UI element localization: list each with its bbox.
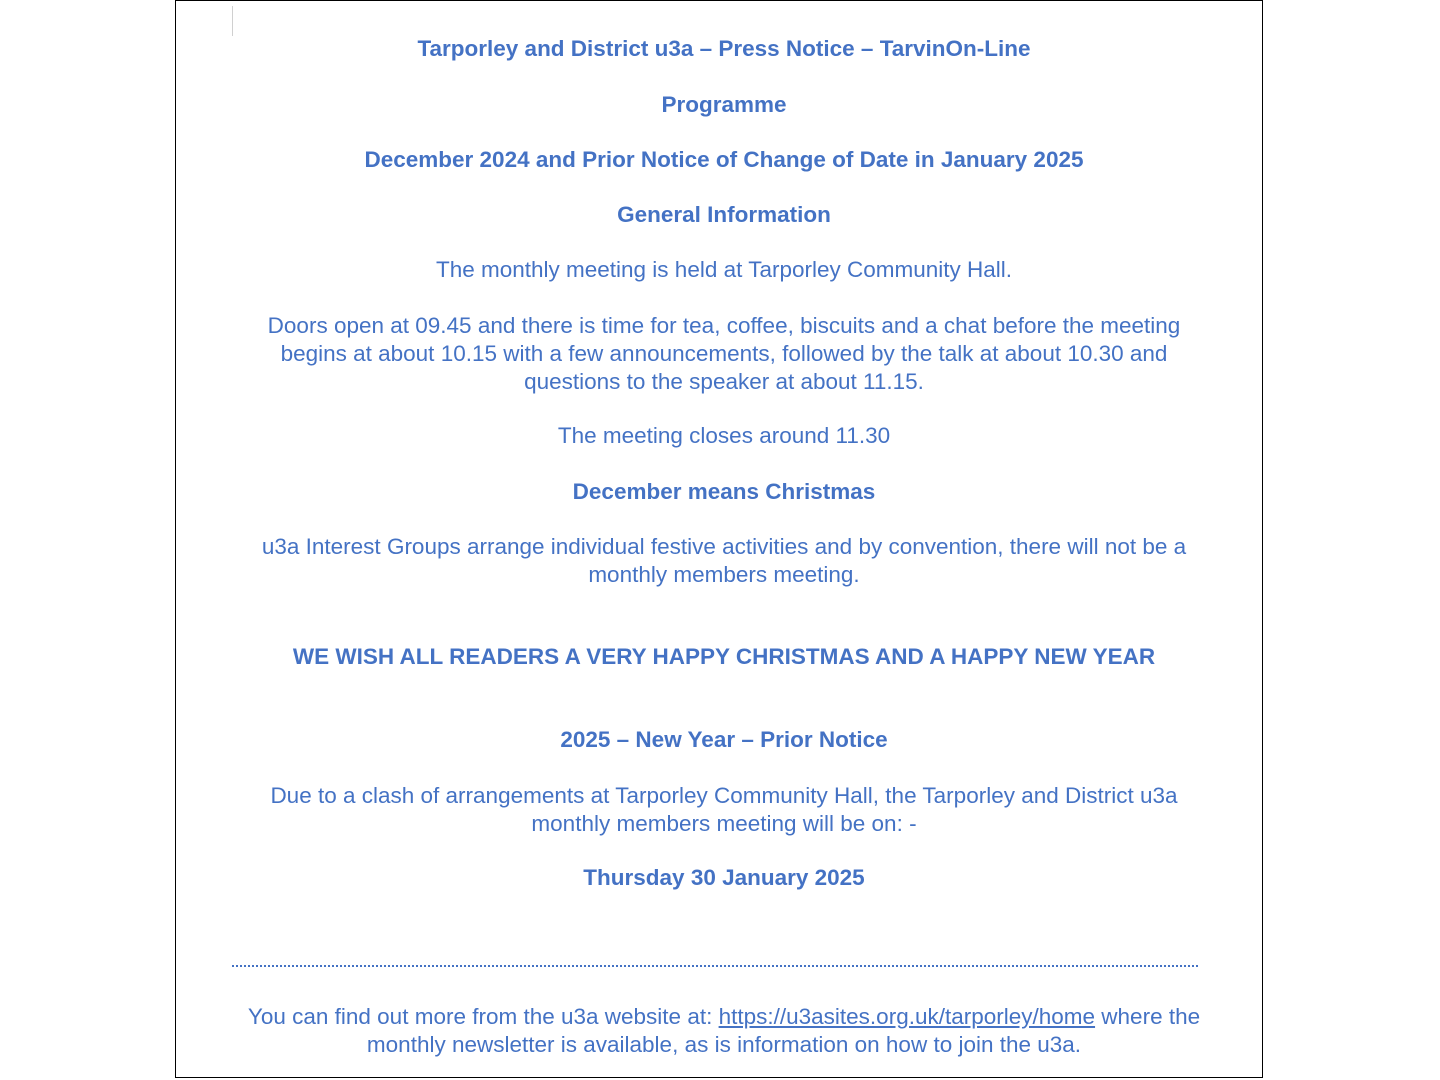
document-page [175,0,1263,1078]
footer-text-after: where the monthly newsletter is available, as is information on how to join the u3a. [366,1004,1201,1057]
december-text: u3a Interest Groups arrange individual festive activities and by convention, there will not be a monthly members meeting. [261,534,1187,587]
venue-text: The monthly meeting is held at Tarporley Community Hall. [435,257,1013,282]
christmas-greeting: WE WISH ALL READERS A VERY HAPPY CHRISTMAS AND A HAPPY NEW YEAR [292,644,1156,669]
footer-text-before: You can find out more from the u3a website at: [247,1004,719,1029]
close-text: The meeting closes around 11.30 [557,423,891,448]
text-cursor [232,6,233,36]
website-link[interactable]: https://u3asites.org.uk/tarporley/home [718,1004,1096,1029]
press-notice-heading: Tarporley and District u3a – Press Notice – TarvinOn-Line [417,36,1031,61]
footer-text [232,1003,1216,1059]
december-heading: December means Christmas [572,479,876,504]
programme-heading: Programme [661,92,787,117]
meeting-date: Thursday 30 January 2025 [583,865,865,890]
new-year-heading: 2025 – New Year – Prior Notice [560,727,888,752]
general-info-heading: General Information [617,202,831,227]
dotted-separator [232,951,1198,967]
schedule-text: Doors open at 09.45 and there is time for tea, coffee, biscuits and a chat before the meeting begins at about 10.15 with a few announcements, followed by the talk at about 10.30 and questions to the speaker at about 11.15. [267,313,1181,394]
period-heading: December 2024 and Prior Notice of Change of Date in January 2025 [364,147,1084,172]
new-year-text: Due to a clash of arrangements at Tarporley Community Hall, the Tarporley and District u3a monthly members meeting will be on: - [270,783,1178,836]
